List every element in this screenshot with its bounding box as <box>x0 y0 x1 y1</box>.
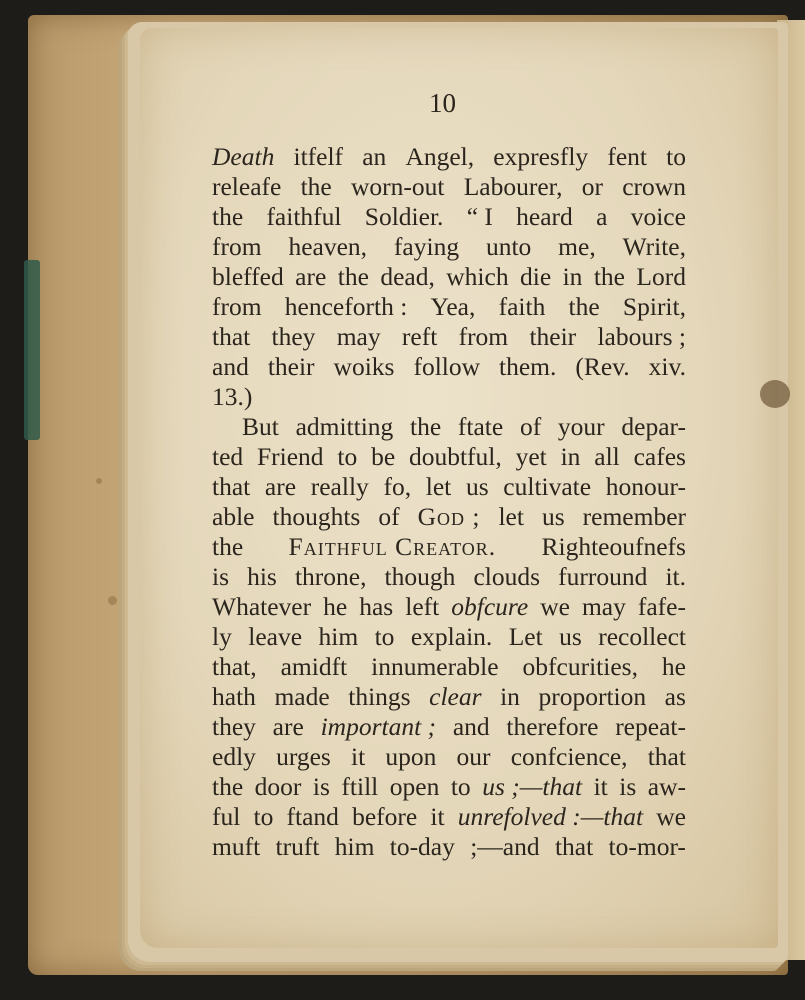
text-line: ly leave him to explain. Let us recollect <box>212 622 686 651</box>
text-line: that, amidft innumerable obfcurities, he <box>212 652 686 681</box>
text-line: bleffed are the dead, which die in the Lord <box>212 262 686 291</box>
text-line: 13.) <box>212 382 253 411</box>
text-line: hath made things clear in proportion as <box>212 682 686 711</box>
text-line: that are really fo, let us cultivate honour- <box>212 472 686 501</box>
text-line: and their woiks follow them. (Rev. xiv. <box>212 352 686 381</box>
text-line: from henceforth : Yea, faith the Spirit, <box>212 292 686 321</box>
page-text <box>212 142 686 862</box>
text-line: able thoughts of God ; let us remember <box>212 502 686 531</box>
text-line: is his throne, though clouds furround it. <box>212 562 686 591</box>
text-line: the faithful Soldier. “ I heard a voice <box>212 202 686 231</box>
text-line: edly urges it upon our confcience, that <box>212 742 686 771</box>
page-tear <box>760 380 790 408</box>
foxing-spot <box>108 596 117 605</box>
text-line: from heaven, faying unto me, Write, <box>212 232 686 261</box>
text-line: the door is ftill open to us ;—that it is aw- <box>212 772 686 801</box>
text-line: they are important ; and therefore repeat- <box>212 712 686 741</box>
text-line: muft truft him to-day ;—and that to-mor- <box>212 832 686 861</box>
page-number: 10 <box>429 88 456 118</box>
text-line: ted Friend to be doubtful, yet in all cafes <box>212 442 686 471</box>
foxing-spot <box>96 478 102 484</box>
text-line: ful to ftand before it unrefolved :—that we <box>212 802 686 831</box>
text-line: that they may reft from their labours ; <box>212 322 686 351</box>
text-line: Whatever he has left obfcure we may fafe- <box>212 592 686 621</box>
text-line: Death itfelf an Angel, expresfly fent to <box>212 142 686 171</box>
text-line: the Faithful Creator. Righteoufnefs <box>212 532 686 561</box>
cover-spine-edge <box>24 260 40 440</box>
text-line: But admitting the ftate of your depar- <box>242 412 686 441</box>
text-line: releafe the worn-out Labourer, or crown <box>212 172 686 201</box>
